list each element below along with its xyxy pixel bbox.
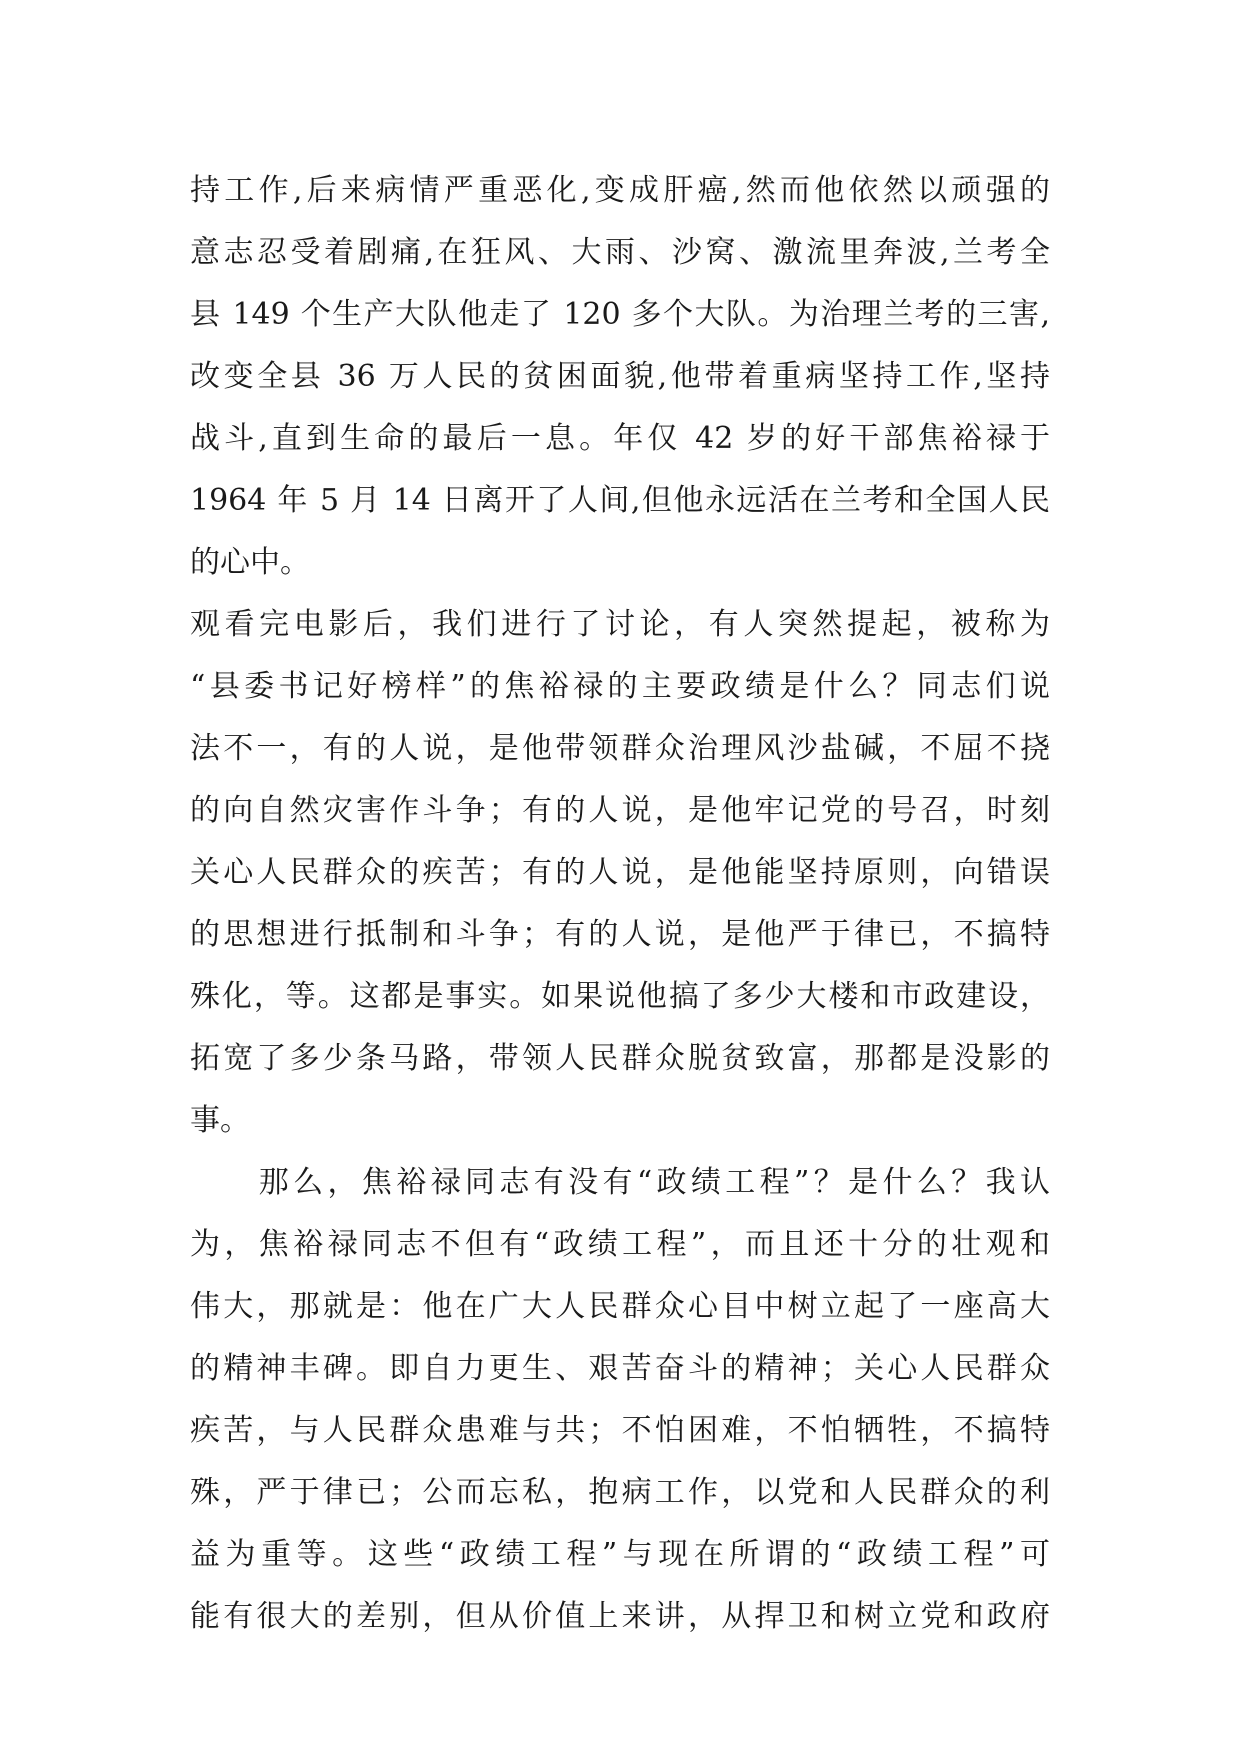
text-line: 战斗,直到生命的最后一息。年仅 42 岁的好干部焦裕禄于 <box>190 421 1050 456</box>
text-line: 为，焦裕禄同志不但有“政绩工程”，而且还十分的壮观和 <box>190 1227 1050 1262</box>
text-line: 殊，严于律已；公而忘私，抱病工作，以党和人民群众的利 <box>190 1475 1050 1510</box>
text-line: 的心中。 <box>190 545 310 580</box>
text-line: 那么，焦裕禄同志有没有“政绩工程”？是什么？我认 <box>190 1165 1050 1200</box>
text-line: 县 149 个生产大队他走了 120 多个大队。为治理兰考的三害, <box>190 297 1050 332</box>
text-line: 疾苦，与人民群众患难与共；不怕困难，不怕牺牲，不搞特 <box>190 1413 1050 1448</box>
text-line: 事。 <box>190 1103 250 1138</box>
text-line: 拓宽了多少条马路，带领人民群众脱贫致富，那都是没影的 <box>190 1041 1050 1076</box>
text-line: 的精神丰碑。即自力更生、艰苦奋斗的精神；关心人民群众 <box>190 1351 1050 1386</box>
text-line: 1964 年 5 月 14 日离开了人间,但他永远活在兰考和全国人民 <box>190 483 1050 518</box>
text-line: 伟大，那就是：他在广大人民群众心目中树立起了一座高大 <box>190 1289 1050 1324</box>
text-line: 关心人民群众的疾苦；有的人说，是他能坚持原则，向错误 <box>190 855 1050 890</box>
text-line: 法不一，有的人说，是他带领群众治理风沙盐碱，不屈不挠 <box>190 731 1050 766</box>
text-line: 观看完电影后，我们进行了讨论，有人突然提起，被称为 <box>190 607 1050 642</box>
text-line: 改变全县 36 万人民的贫困面貌,他带着重病坚持工作,坚持 <box>190 359 1050 394</box>
text-line: 持工作,后来病情严重恶化,变成肝癌,然而他依然以顽强的 <box>190 173 1050 208</box>
text-line: 意志忍受着剧痛,在狂风、大雨、沙窝、激流里奔波,兰考全 <box>190 235 1050 270</box>
text-line: 益为重等。这些“政绩工程”与现在所谓的“政绩工程”可 <box>190 1537 1050 1572</box>
body-text <box>190 160 1050 1648</box>
text-line: 能有很大的差别，但从价值上来讲，从捍卫和树立党和政府 <box>190 1599 1050 1634</box>
text-line: “县委书记好榜样”的焦裕禄的主要政绩是什么？同志们说 <box>190 669 1050 704</box>
text-line: 的思想进行抵制和斗争；有的人说，是他严于律已，不搞特 <box>190 917 1050 952</box>
text-line: 殊化，等。这都是事实。如果说他搞了多少大楼和市政建设， <box>190 979 1050 1014</box>
text-line: 的向自然灾害作斗争；有的人说，是他牢记党的号召，时刻 <box>190 793 1050 828</box>
